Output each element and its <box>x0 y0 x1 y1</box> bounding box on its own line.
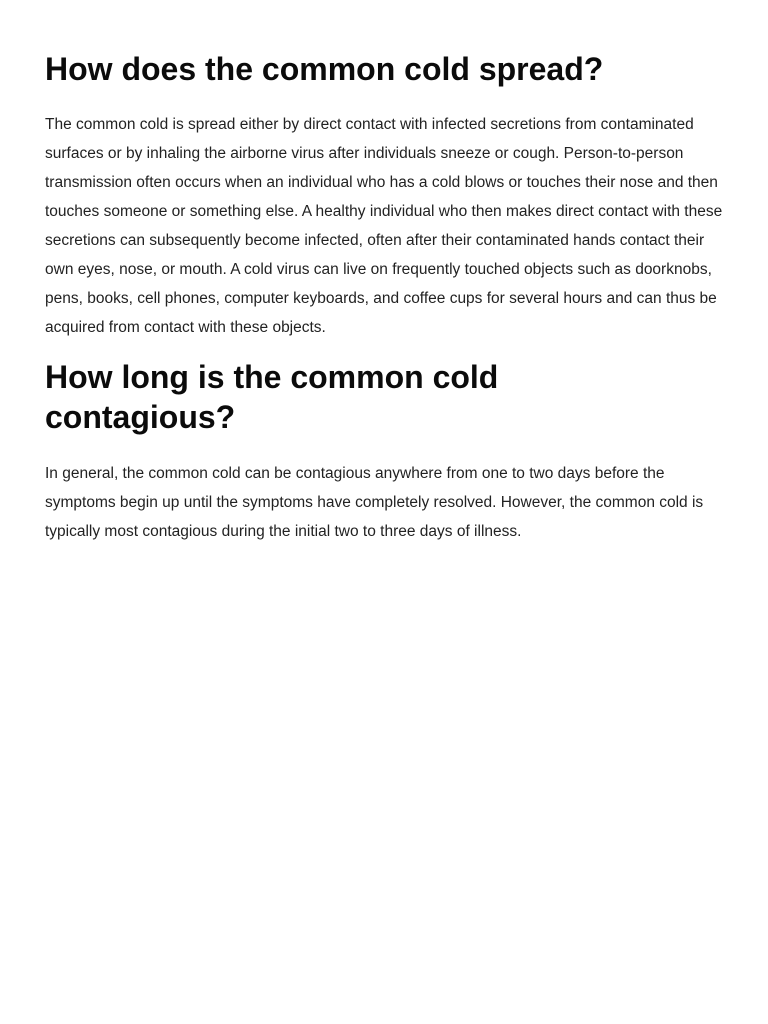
section-cold-spread <box>45 49 724 342</box>
section-body-cold-spread: The common cold is spread either by direct contact with infected secretions from contaminated surfaces or by inhaling the airborne virus after individuals sneeze or cough. Person-to-person transmission often occurs when an individual who has a cold blows or touches their nose and then touches someone or something else. A healthy individual who then makes direct contact with these secretions can subsequently become infected, often after their contaminated hands contact their own eyes, nose, or mouth. A cold virus can live on frequently touched objects such as doorknobs, pens, books, cell phones, computer keyboards, and coffee cups for several hours and can thus be acquired from contact with these objects. <box>45 116 723 336</box>
section-cold-contagious <box>45 357 724 546</box>
section-heading-cold-spread: How does the common cold spread? <box>45 51 604 87</box>
section-body-cold-contagious: In general, the common cold can be contagious anywhere from one to two days before the symptoms begin up until the symptoms have completely resolved. However, the common cold is typically most contagious during the initial two to three days of illness. <box>45 465 704 540</box>
section-heading-cold-contagious: How long is the common cold contagious? <box>45 359 499 435</box>
